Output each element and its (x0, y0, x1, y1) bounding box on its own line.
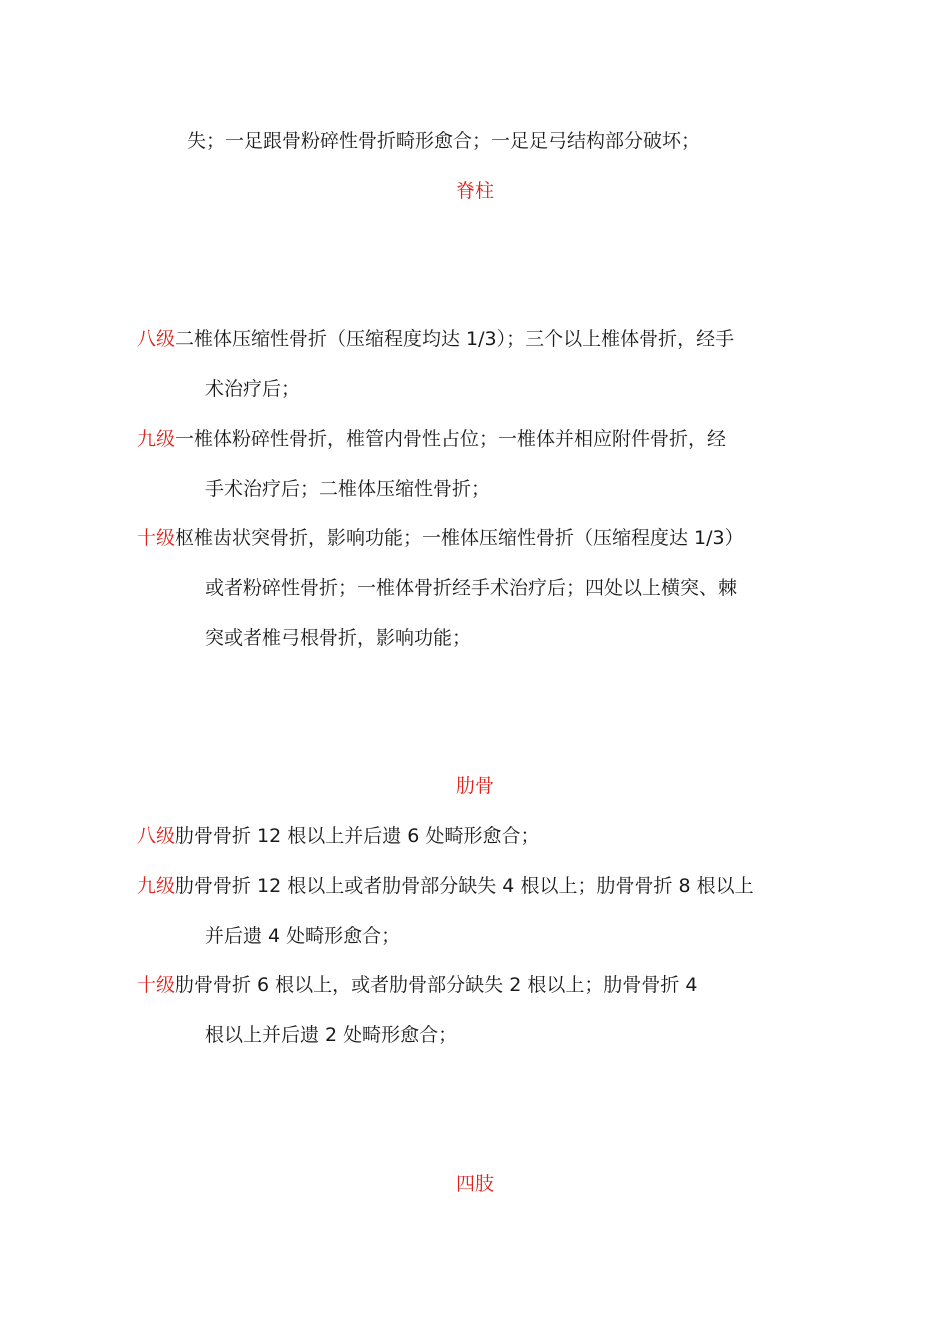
entry-spine-grade8-line1 (137, 326, 734, 352)
intro-line: 失；一足跟骨粉碎性骨折畸形愈合；一足足弓结构部分破坏； (187, 130, 701, 152)
entry-spine-grade9-line2: 手术治疗后；二椎体压缩性骨折； (205, 478, 491, 500)
entry-ribs-grade9-line1 (137, 873, 754, 899)
section-heading-spine: 脊柱 (455, 180, 494, 202)
grade-label: 八级 (137, 825, 176, 847)
entry-text: 二椎体压缩性骨折（压缩程度均达 1/3）；三个以上椎体骨折，经手 (175, 328, 735, 350)
grade-label: 十级 (137, 527, 176, 549)
grade-label: 八级 (137, 328, 176, 350)
entry-spine-grade10-line1 (137, 525, 744, 551)
entry-text: 肋骨骨折 6 根以上，或者肋骨部分缺失 2 根以上；肋骨骨折 4 (175, 974, 698, 996)
entry-text: 肋骨骨折 12 根以上并后遗 6 处畸形愈合； (175, 825, 540, 847)
entry-ribs-grade10-line2: 根以上并后遗 2 处畸形愈合； (205, 1024, 458, 1046)
entry-ribs-grade9-line2: 并后遗 4 处畸形愈合； (205, 925, 401, 947)
entry-spine-grade10-line2: 或者粉碎性骨折；一椎体骨折经手术治疗后；四处以上横突、棘 (205, 577, 738, 599)
entry-ribs-grade10-line1 (137, 972, 697, 998)
grade-label: 九级 (137, 428, 176, 450)
entry-text: 肋骨骨折 12 根以上或者肋骨部分缺失 4 根以上；肋骨骨折 8 根以上 (175, 875, 754, 897)
grade-label: 九级 (137, 875, 176, 897)
grade-label: 十级 (137, 974, 176, 996)
entry-spine-grade10-line3: 突或者椎弓根骨折，影响功能； (205, 627, 472, 649)
entry-ribs-grade8-line1 (137, 823, 539, 849)
entry-text: 枢椎齿状突骨折，影响功能；一椎体压缩性骨折（压缩程度达 1/3） (175, 527, 744, 549)
section-heading-limbs: 四肢 (455, 1173, 494, 1195)
entry-spine-grade8-line2: 术治疗后； (205, 378, 301, 400)
entry-text: 一椎体粉碎性骨折，椎管内骨性占位；一椎体并相应附件骨折，经 (175, 428, 727, 450)
section-heading-ribs: 肋骨 (455, 775, 494, 797)
entry-spine-grade9-line1 (137, 426, 726, 452)
